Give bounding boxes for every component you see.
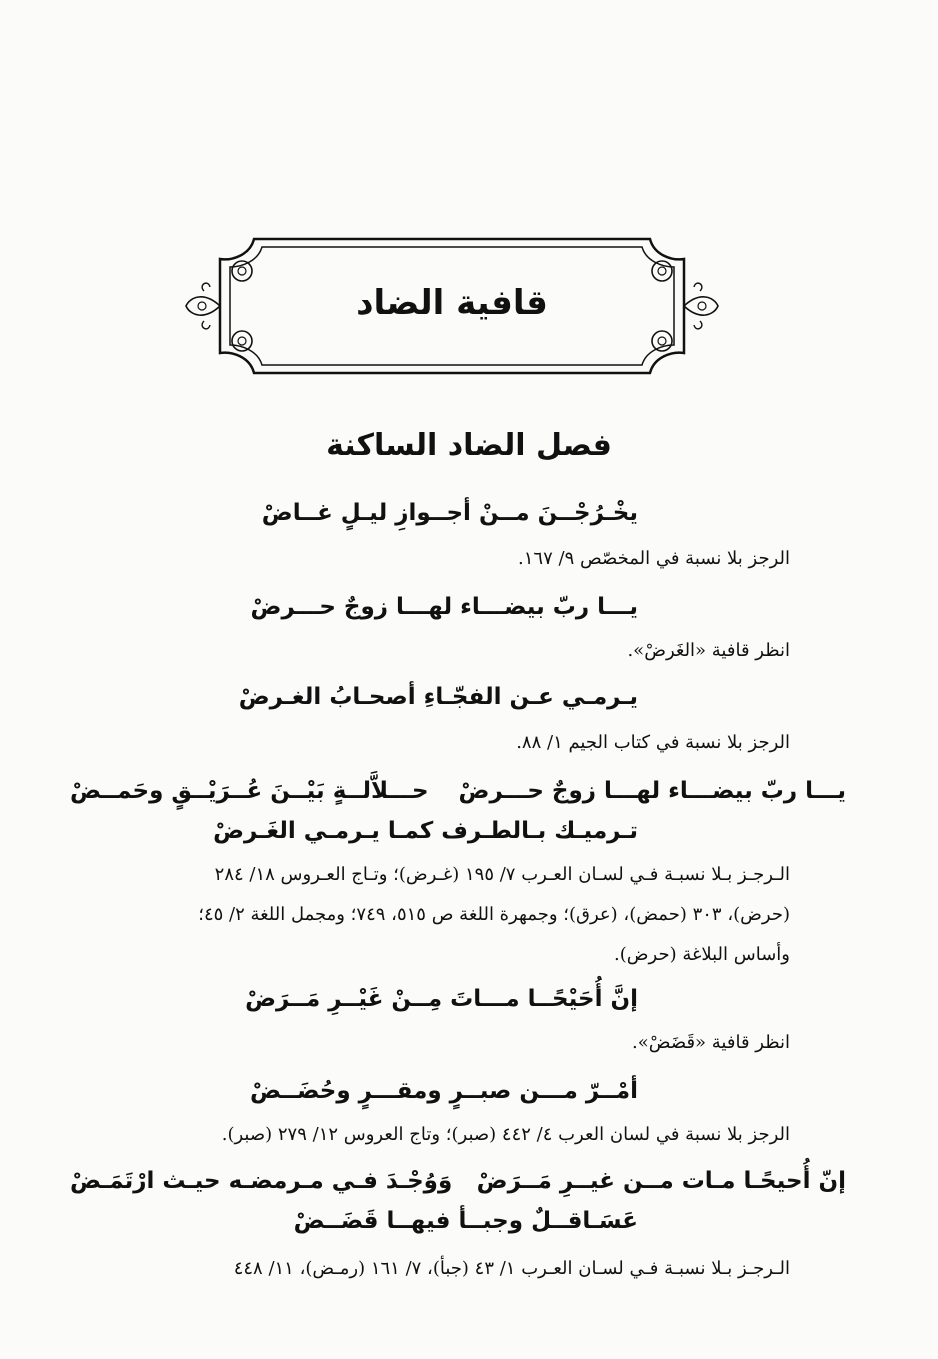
verse-6: أمْــرّ مـــن صبــرٍ ومقـــرٍ وحُضَــضْ — [250, 1078, 638, 1104]
verse-7-hemistich-a: إنّ أُحيحًـا مـات مــن غيــرِ مَــرَضْ — [476, 1168, 846, 1194]
verse-2: يـــا ربّ بيضـــاء لهـــا زوجٌ حـــرضْ — [250, 594, 638, 620]
note-2: انظر قافية «الغَرضْ». — [627, 640, 790, 661]
verse-4-line-2: تـرميـك بـالطـرف كمـا يـرمـي الغَـرضْ — [213, 818, 638, 844]
note-3: الرجز بلا نسبة في كتاب الجيم ١/ ٨٨. — [516, 732, 790, 753]
verse-5: إنَّ أُحَيْحًــا مـــاتَ مِــنْ غَيْــرِ مَــرَضْ — [245, 986, 638, 1012]
chapter-title: قافية الضاد — [356, 283, 548, 323]
note-6: الرجز بلا نسبة في لسان العرب ٤/ ٤٤٢ (صبر)؛ وتاج العروس ١٢/ ٢٧٩ (صبر). — [221, 1124, 790, 1145]
note-4-line-1: الـرجـز بـلا نسبـة فـي لسـان العـرب ٧/ ١٩٥ (غـرض)؛ وتـاج العـروس ١٨/ ٢٨٤ — [214, 864, 790, 885]
chapter-title-cartouche — [184, 235, 720, 377]
note-1: الرجز بلا نسبة في المخصّص ٩/ ١٦٧. — [518, 548, 790, 569]
section-title: فصل الضاد الساكنة — [326, 428, 612, 463]
note-4-line-2: (حرض)، ٣٠٣ (حمض)، (عرق)؛ وجمهرة اللغة ص ٥١٥، ٧٤٩؛ ومجمل اللغة ٢/ ٤٥؛ — [198, 904, 790, 925]
note-7-line-1: الـرجـز بـلا نسبـة فـي لسـان العـرب ١/ ٤٣ (جبأ)، ٧/ ١٦١ (رمـض)، ١١/ ٤٤٨ — [233, 1258, 790, 1279]
verse-4-hemistich-a: يـــا ربّ بيضـــاء لهـــا زوجٌ حـــرضْ — [458, 778, 846, 804]
verse-1: يخْـرُجْــنَ مــنْ أجــوازِ ليـلٍ غــاضْ — [261, 500, 638, 526]
verse-4-hemistich-b: حـــلاَّلــةٍ بَيْــنَ عُــرَيْــقٍ وحَمــضْ — [70, 778, 429, 804]
verse-7-hemistich-b: وَوُجْـدَ فـي مـرمضـه حيـث ارْتَمَـضْ — [70, 1168, 453, 1194]
verse-3: يـرمـي عـن الفجّـاءِ أصحـابُ الغـرضْ — [238, 684, 638, 710]
note-4-line-3: وأساس البلاغة (حرض). — [614, 944, 790, 965]
note-5: انظر قافية «قَضَضْ». — [632, 1032, 790, 1053]
verse-7-line-2: عَسَـاقــلٌ وجبــأ فيهــا قَضَــضْ — [293, 1208, 638, 1234]
